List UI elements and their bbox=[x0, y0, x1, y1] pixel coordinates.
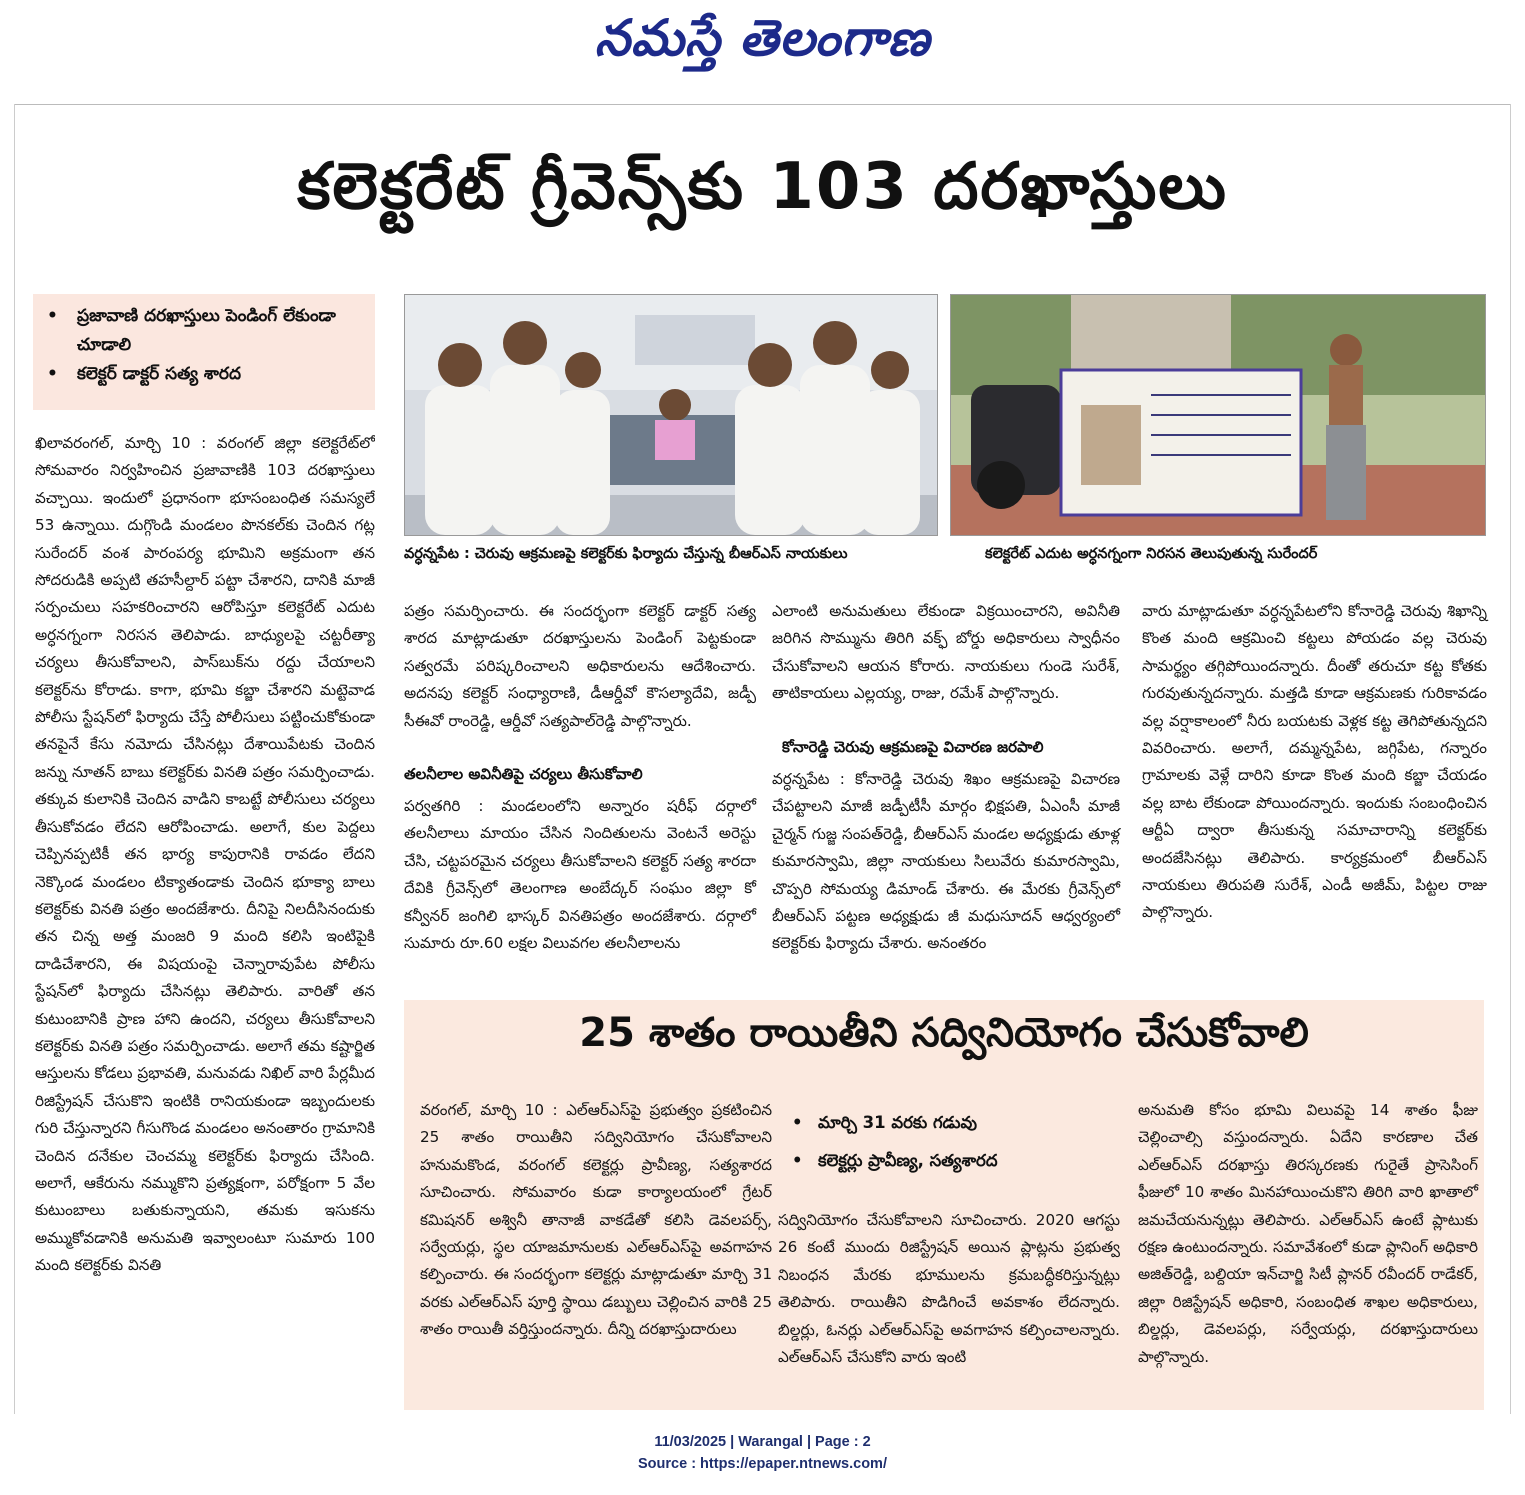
highlight-item: • కలెక్టర్ డాక్టర్ సత్య శారద bbox=[77, 360, 375, 389]
story2-headline: 25 శాతం రాయితీని సద్వినియోగం చేసుకోవాలి bbox=[579, 1010, 1309, 1056]
story1-column-2b: పర్వతగిరి : మండలంలోని అన్నారం షరీఫ్ దర్గాలో తలనీలాలు మాయం చేసిన నిందితులను వెంటనే అరెస్టు చేసి, చట్టపరమైన చర్యలు తీసుకోవాలని కలెక్టర్ సత్య శారదా దేవికి గ్రీవెన్స్‌లో తెలంగాణ అంబేద్కర్ సంఘం జిల్లా కో కన్వీనర్ జంగిలి భాస్కర్ వినతిపత్రం అందజేశారు. దర్గాలో సుమారు రూ.60 లక్షల విలువగల తలనీలాలను bbox=[404, 797, 756, 953]
story2-highlights bbox=[790, 1104, 1148, 1180]
highlight-item: • ప్రజావాణి దరఖాస్తులు పెండింగ్ లేకుండా చూడాలి bbox=[77, 302, 375, 360]
right-border bbox=[1510, 104, 1511, 1414]
story2-column-2: సద్వినియోగం చేసుకోవాలని సూచించారు. 2020 ఆగస్టు 26 కంటే ముందు రిజిస్ట్రేషన్ అయిన ప్లాట్లను ప్రభుత్వ నిబంధన మేరకు భూములను క్రమబద్ధీకరిస్తున్నట్లు తెలిపారు. రాయితీని పొడిగించే అవకాశం లేదన్నారు. బిల్డర్లు, ఓనర్లు ఎల్‌ఆర్‌ఎస్‌పై అవగాహన కల్పించాలన్నారు. ఎల్‌ఆర్‌ఎస్ చేసుకోని వారు ఇంటి bbox=[778, 1211, 1120, 1367]
footer-date-edition: 11/03/2025 | Warangal | Page : 2 bbox=[654, 1434, 871, 1450]
photo-brs-leaders bbox=[404, 294, 938, 536]
highlights-box bbox=[33, 294, 375, 410]
left-border bbox=[14, 104, 15, 1414]
story2-highlight-item: • మార్చి 31 వరకు గడువు bbox=[818, 1104, 1148, 1142]
footer-source: Source : https://epaper.ntnews.com/ bbox=[638, 1456, 887, 1472]
story1-column-4: వారు మాట్లాడుతూ వర్ధన్నపేటలోని కోనారెడ్డి చెరువు శిఖాన్ని కొంత మంది ఆక్రమించి కట్టలు పోయడం వల్ల చెరువు సామర్థ్యం తగ్గిపోయిందన్నారు. దీంతో తరుచూ కట్ట కోతకు గురవుతున్నదన్నారు. మత్తడి కూడా ఆక్రమణకు గురికావడం వల్ల వర్షాకాలంలో నీరు బయటకు వెళ్లక కట్ట తెగిపోతున్నదని వివరించారు. అలాగే, దమ్మన్నపేట, జగ్గిపేట, గన్నారం గ్రామాలకు వెళ్లే దారిని కూడా కొంత మంది కబ్జా చేయడం వల్ల బాట లేకుండా పోయిందన్నారు. ఇందుకు సంబంధించిన ఆర్టీఏ ద్వారా తీసుకున్న సమాచారాన్ని కలెక్టర్‌కు అందజేసినట్లు తెలిపారు. కార్యక్రమంలో బీఆర్‌ఎస్ నాయకులు తిరుపతి సురేశ్, ఎండీ అజీమ్, పిట్టల రాజు పాల్గొన్నారు. bbox=[1142, 602, 1487, 922]
story2-highlight-item: • కలెక్టర్లు ప్రావీణ్య, సత్యశారద bbox=[818, 1142, 1148, 1180]
subhead-hair-corruption: తలనీలాల అవినీతిపై చర్యలు తీసుకోవాలి bbox=[404, 765, 643, 783]
subhead-konareddy-lake: కోనారెడ్డి చెరువు ఆక్రమణపై విచారణ జరపాలి bbox=[782, 738, 1044, 756]
story1-column-2: పత్రం సమర్పించారు. ఈ సందర్భంగా కలెక్టర్ డాక్టర్ సత్య శారద మాట్లాడుతూ దరఖాస్తులను పెండింగ్ పెట్టకుండా సత్వరమే పరిష్కరించాలని అధికారులను ఆదేశించారు. అదనపు కలెక్టర్ సంధ్యారాణి, డీఆర్డీవో కౌసల్యాదేవి, జడ్పీ సీఈవో రాంరెడ్డి, ఆర్డీవో సత్యపాల్‌రెడ్డి పాల్గొన్నారు. bbox=[404, 602, 756, 730]
story1-column-1: ఖిలావరంగల్, మార్చి 10 : వరంగల్ జిల్లా కలెక్టరేట్‌లో సోమవారం నిర్వహించిన ప్రజావాణికి 103 దరఖాస్తులు వచ్చాయి. ఇందులో ప్రధానంగా భూసంబంధిత సమస్యలే 53 ఉన్నాయి. దుగ్గొండి మండలం పొనకల్‌కు చెందిన గట్ల సురేందర్ వంశ పారంపర్య భూమిని అక్రమంగా తన సోదరుడికి అప్పటి తహసీల్దార్ పట్టా చేశారని, దానికి మాజీ సర్పంచులు సహకరించారని ఆరోపిస్తూ కలెక్టరేట్ ఎదుట అర్ధనగ్నంగా నిరసన తెలిపాడు. బాధ్యులపై చట్టరీత్యా చర్యలు తీసుకోవాలని, పాస్‌బుక్‌ను రద్దు చేయాలని కలెక్టర్‌ను కోరాడు. కాగా, భూమి కబ్జా చేశారని మట్టెవాడ పోలీసు స్టేషన్‌లో ఫిర్యాదు చేస్తే పోలీసులు పట్టించుకోకుండా తనపైనే కేసు నమోదు చేసినట్లు దేశాయిపేటకు చెందిన జన్ను నూతన్ బాబు కలెక్టర్‌కు వినతి పత్రం సమర్పించాడు. తక్కువ కులానికి చెందిన వాడిని కాబట్టే పోలీసులు చర్యలు తీసుకోవడం లేదని ఆరోపించాడు. అలాగే, కుల పెద్దలు చెప్పినప్పటికీ తన భార్య కాపురానికి రావడం లేదని నెక్కొండ మండలం టిక్యాతండాకు చెందిన భూక్యా బాలు కలెక్టర్‌కు వినతి పత్రం అందజేశారు. దీనిపై నిలదీసినందుకు తన చిన్న అత్త మంజరి 9 మంది కలిసి ఇంటిపైకి దాడిచేశారని, ఈ విషయంపై చెన్నారావుపేట పోలీసు స్టేషన్‌లో ఫిర్యాదు చేసినట్లు తెలిపారు. వారితో తన కుటుంబానికి ప్రాణ హాని ఉందని, చర్యలు తీసుకోవాలని కలెక్టర్‌కు వినతి పత్రం సమర్పించాడు. అలాగే తమ కష్టార్జిత ఆస్తులను కోడలు ప్రభావతి, మనువడు నిఖిల్ వారి పేర్లమీద రిజిస్ట్రేషన్ చేసుకొని ఇంటికి రానియకుండా ఇబ్బందులకు గురి చేస్తున్నారని గీసుగొండ మండలం అనంతారం గ్రామానికి చెందిన దనేకుల చెంచమ్మ కలెక్టర్‌కు ఫిర్యాదు చేసింది. అలాగే, ఆకేరును నమ్ముకొని ప్రత్యక్షంగా, పరోక్షంగా 5 వేల కుటుంబాలు బతుకున్నాయని, తమకు ఇసుకను అమ్ముకోవడానికి అనుమతి ఇవ్వాలంటూ సుమారు 100 మంది కలెక్టర్‌కు వినతి bbox=[35, 434, 375, 1275]
masthead-logo: నమస్తే తెలంగాణ bbox=[594, 8, 931, 67]
photo1-caption: వర్ధన్నపేట : చెరువు ఆక్రమణపై కలెక్టర్‌కు ఫిర్యాదు చేస్తున్న బీఆర్‌ఎస్ నాయకులు bbox=[404, 546, 848, 562]
story1-column-3: ఎలాంటి అనుమతులు లేకుండా విక్రయించారని, అవినీతి జరిగిన సొమ్మును తిరిగి వక్ఫ్ బోర్డు అధికారులు స్వాధీనం చేసుకోవాలని ఆయన కోరారు. నాయకులు గుండె సురేశ్, తాటికాయలు ఎల్లయ్య, రాజు, రమేశ్ పాల్గొన్నారు. bbox=[772, 602, 1120, 703]
photo2-caption: కలెక్టరేట్ ఎదుట అర్ధనగ్నంగా నిరసన తెలుపుతున్న సురేందర్ bbox=[985, 546, 1318, 562]
story2-column-1: వరంగల్, మార్చి 10 : ఎల్‌ఆర్‌ఎస్‌పై ప్రభుత్వం ప్రకటించిన 25 శాతం రాయితీని సద్వినియోగం చేసుకోవాలని హనుమకొండ, వరంగల్ కలెక్టర్లు ప్రావీణ్య, సత్యశారద సూచించారు. సోమవారం కుడా కార్యాలయంలో గ్రేటర్ కమిషనర్ అశ్వినీ తానాజీ వాకడేతో కలిసి డెవలపర్స్, సర్వేయర్లు, స్థల యాజమానులకు ఎల్‌ఆర్‌ఎస్‌పై అవగాహన కల్పించారు. ఈ సందర్భంగా కలెక్టర్లు మాట్లాడుతూ మార్చి 31 వరకు ఎల్‌ఆర్‌ఎస్ పూర్తి స్థాయి డబ్బులు చెల్లించిన వారికి 25 శాతం రాయితీ వర్తిస్తుందన్నారు. దీన్ని దరఖాస్తుదారులు bbox=[420, 1101, 772, 1339]
story1-column-3b: వర్ధన్నపేట : కోనారెడ్డి చెరువు శిఖం ఆక్రమణపై విచారణ చేపట్టాలని మాజీ జడ్పీటీసీ మార్గం భిక్షపతి, ఏఎంసీ మాజీ చైర్మన్ గుజ్జ సంపత్‌రెడ్డి, బీఆర్‌ఎస్ మండల అధ్యక్షుడు తూళ్ల కుమారస్వామి, జిల్లా నాయకులు సిలువేరు కుమారస్వామి, చొప్పరి సోమయ్య డిమాండ్ చేశారు. ఈ మేరకు గ్రీవెన్స్‌లో బీఆర్‌ఎస్ పట్టణ అధ్యక్షుడు జీ మధుసూదన్ ఆధ్వర్యంలో కలెక్టర్‌కు ఫిర్యాదు చేశారు. అనంతరం bbox=[772, 770, 1120, 953]
main-headline: కలెక్టరేట్ గ్రీవెన్స్‌కు 103 దరఖాస్తులు bbox=[297, 150, 1228, 224]
story2-column-3: అనుమతి కోసం భూమి విలువపై 14 శాతం ఫీజు చెల్లించాల్సి వస్తుందన్నారు. ఏదేని కారణాల చేత ఎల్‌ఆర్‌ఎస్ దరఖాస్తు తిరస్కరణకు గురైతే ప్రాసెసింగ్ ఫీజులో 10 శాతం మినహాయించుకొని తిరిగి వారి ఖాతాలో జమచేయనున్నట్లు తెలిపారు. ఎల్‌ఆర్‌ఎస్ ఉంటే ప్లాటుకు రక్షణ ఉంటుందన్నారు. సమావేశంలో కుడా ప్లానింగ్ అధికారి అజిత్‌రెడ్డి, బల్దియా ఇన్‌చార్జి సిటీ ప్లానర్ రవీందర్ రాడేకర్, జిల్లా రిజిస్ట్రేషన్ అధికారి, సంబంధిత శాఖల అధికారులు, బిల్డర్లు, డెవలపర్లు, సర్వేయర్లు, దరఖాస్తుదారులు పాల్గొన్నారు. bbox=[1138, 1101, 1478, 1366]
photo-surender-protest bbox=[950, 294, 1486, 536]
top-rule bbox=[14, 104, 1511, 105]
